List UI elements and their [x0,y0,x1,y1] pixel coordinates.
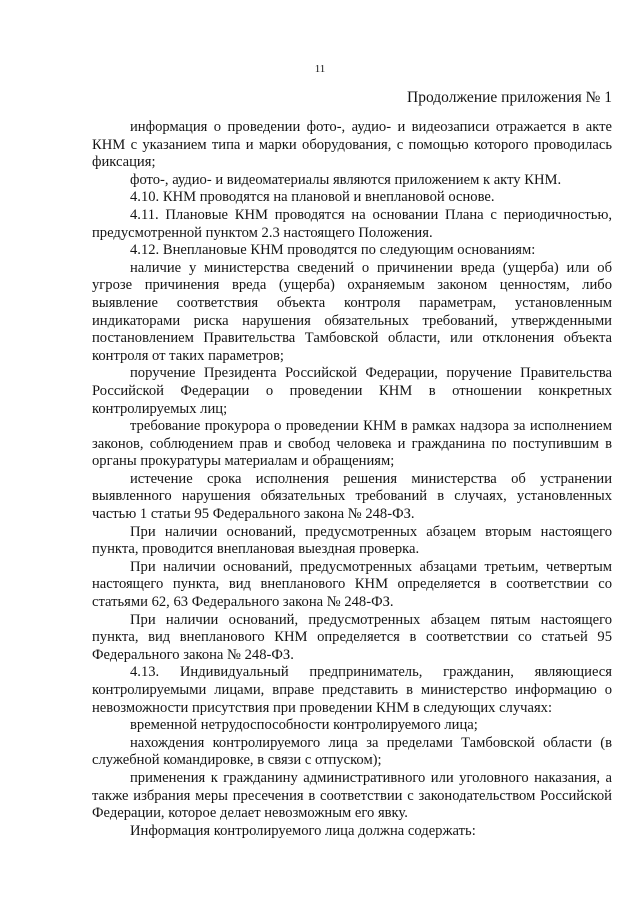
paragraph-article-95: При наличии оснований, предусмотренных абзацем пятым настоящего пункта, вид внепланового КНМ определяется в соответствии со статьей 95 Федерального закона № 248-ФЗ. [92,611,612,663]
paragraph-media-attachment: фото-, аудио- и видеоматериалы являются приложением к акту КНМ. [130,171,562,188]
paragraph-deadline-expiry: истечение срока исполнения решения министерства об устранении выявленного нарушения обязательных требований в случаях, установленных частью 1 статьи 95 Федерального закона № 248-ФЗ. [92,470,612,523]
paragraph-outside-region: нахождения контролируемого лица за пределами Тамбовской области (в служебной командировке, в связи с отпуском); [92,734,612,769]
paragraph-4-10: 4.10. КНМ проводятся на плановой и внеплановой основе. [130,189,495,206]
paragraph-prosecutor-demand: требование прокурора о проведении КНМ в рамках надзора за исполнением законов, соблюдением прав и свобод человека и гражданина по поступившим в органы прокуратуры материалам и обращениям; [92,418,612,470]
paragraph-information-content: Информация контролируемого лица должна содержать: [130,822,476,839]
paragraph-temporary-disability: временной нетрудоспособности контролируемого лица; [130,717,478,734]
paragraph-articles-62-63: При наличии оснований, предусмотренных абзацами третьим, четвертым настоящего пункта, вид внепланового КНМ определяется в соответствии со статьями 62, 63 Федерального закона № 248-ФЗ. [92,558,612,611]
paragraph-4-11: 4.11. Плановые КНМ проводятся на основании Плана с периодичностью, предусмотренной пунктом 2.3 настоящего Положения. [92,206,612,241]
appendix-continuation-header: Продолжение приложения № 1 [407,89,612,106]
paragraph-harm-information: наличие у министерства сведений о причинении вреда (ущерба) или об угрозе причинения вреда (ущерба) охраняемым законом ценностям, либо выявление соответствия объекта контроля параметрам, установленным индикаторами риска нарушения обязательных требований, утвержденными постановлением Правительства Тамбовской области, или отклонения объекта контроля от таких параметров; [92,259,612,364]
paragraph-recording-info: информация о проведении фото-, аудио- и видеозаписи отражается в акте КНМ с указанием типа и марки оборудования, с помощью которого проводилась фиксация; [92,119,612,171]
paragraph-president-order: поручение Президента Российской Федерации, поручение Правительства Российской Федерации о проведении КНМ в отношении конкретных контролируемых лиц; [92,365,612,417]
paragraph-onsite-inspection: При наличии оснований, предусмотренных абзацем вторым настоящего пункта, проводится внеплановая выездная проверка. [92,523,612,558]
paragraph-4-13: 4.13. Индивидуальный предприниматель, гражданин, являющиеся контролируемыми лицами, вправе представить в министерство информацию о невозможности присутствия при проведении КНМ в следующих случаях: [92,664,612,716]
page-number: 11 [314,63,326,75]
paragraph-punishment: применения к гражданину административного или уголовного наказания, а также избрания меры пресечения в соответствии с законодательством Российской Федерации, которое делает невозможным его явку. [92,769,612,822]
document-body [92,119,612,840]
paragraph-4-12: 4.12. Внеплановые КНМ проводятся по следующим основаниям: [130,242,536,259]
